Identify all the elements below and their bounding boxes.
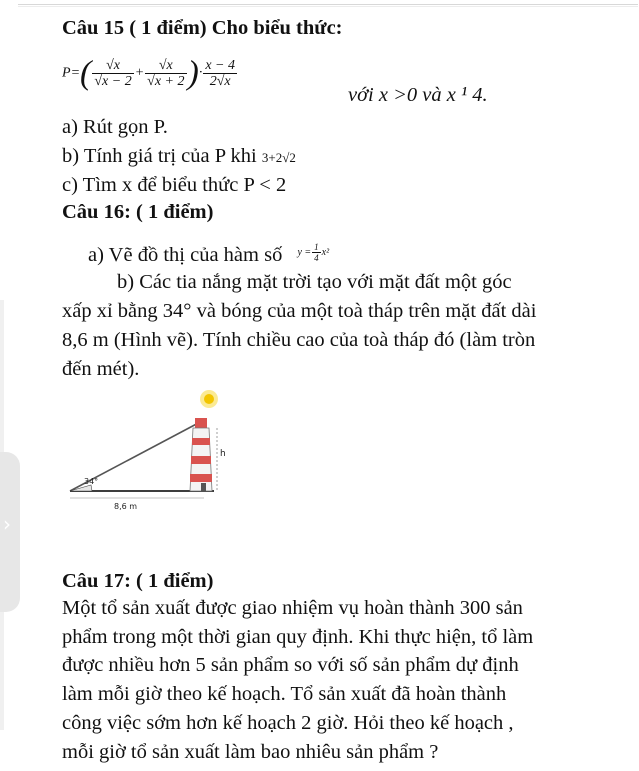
q15-part-b-text: b) Tính giá trị của P khi <box>62 145 257 167</box>
frac-2 <box>145 58 186 89</box>
func-den: 4 <box>314 253 319 264</box>
side-panel-tab[interactable] <box>0 452 20 612</box>
q15-title: Câu 15 ( 1 điểm) Cho biểu thức: <box>62 17 343 39</box>
q16-b-line1: b) Các tia nắng mặt trời tạo với mặt đất một góc <box>117 271 512 293</box>
top-divider <box>18 4 638 5</box>
q16-b-line2: xấp xỉ bằng 34° và bóng của một toà tháp trên mặt đất dài <box>62 300 537 322</box>
height-label: h <box>220 449 226 459</box>
q16-function <box>297 242 330 264</box>
frac-1 <box>92 58 133 89</box>
tower-door <box>201 483 206 491</box>
q16-b-line4: đến mét). <box>62 358 140 380</box>
frac-2-den: √x + 2 <box>147 74 185 89</box>
func-frac <box>312 242 321 263</box>
frac-2-num: √x <box>145 58 186 74</box>
length-label: 8,6 m <box>114 502 138 511</box>
func-lhs: y = <box>297 247 312 258</box>
tower-stripe-1 <box>192 438 210 445</box>
q17-line1: Một tổ sản xuất được giao nhiệm vụ hoàn thành 300 sản <box>62 597 523 619</box>
q16-b-line3: 8,6 m (Hình vẽ). Tính chiều cao của toà tháp đó (làm tròn <box>62 329 536 351</box>
formula-p: P <box>62 65 71 81</box>
func-var: x² <box>321 247 330 258</box>
q17-line4: làm mỗi giờ theo kế hoạch. Tổ sản xuất đã hoàn thành <box>62 683 507 705</box>
frac-3-num: x − 4 <box>205 58 236 73</box>
tower-lamp <box>195 418 207 428</box>
q16-part-a-text: a) Vẽ đồ thị của hàm số <box>88 244 283 266</box>
frac-3-den: 2√x <box>209 74 231 89</box>
chevron-right-icon: › <box>3 512 11 536</box>
q17-line5: công việc sớm hơn kế hoạch 2 giờ. Hỏi theo kế hoạch , <box>62 712 514 734</box>
func-num: 1 <box>314 242 319 253</box>
q17-title: Câu 17: ( 1 điểm) <box>62 570 214 592</box>
lighthouse-figure <box>62 388 242 516</box>
q15-part-c: c) Tìm x để biểu thức P < 2 <box>62 174 287 196</box>
q15-condition: với x >0 và x ¹ 4. <box>348 84 488 106</box>
formula-plus: + <box>134 65 145 81</box>
q17-line6: mỗi giờ tổ sản xuất làm bao nhiêu sản phẩm ? <box>62 741 439 763</box>
q16-title: Câu 16: ( 1 điểm) <box>62 201 214 223</box>
frac-1-den: √x − 2 <box>94 74 132 89</box>
frac-3 <box>203 58 237 89</box>
q15-part-a: a) Rút gọn P. <box>62 116 168 138</box>
q15-part-b-value: 3+2√2 <box>261 150 296 165</box>
top-divider-shadow <box>18 6 638 7</box>
q15-formula <box>62 54 238 92</box>
tower-stripe-2 <box>191 456 211 464</box>
q17-line3: được nhiều hơn 5 sản phẩm so với số sản phẩm dự định <box>62 654 519 676</box>
frac-1-num: √x <box>92 58 133 74</box>
sun-icon <box>204 394 214 404</box>
close-paren: ) <box>187 54 199 92</box>
open-paren: ( <box>80 54 92 92</box>
tower-stripe-3 <box>190 474 212 482</box>
formula-dot: · <box>198 65 203 81</box>
formula-eq: = <box>70 65 81 81</box>
angle-label: 34° <box>84 477 99 486</box>
q17-line2: phẩm trong một thời gian quy định. Khi thực hiện, tổ làm <box>62 626 534 648</box>
q15-part-b <box>62 143 296 171</box>
q16-part-a <box>88 240 329 268</box>
